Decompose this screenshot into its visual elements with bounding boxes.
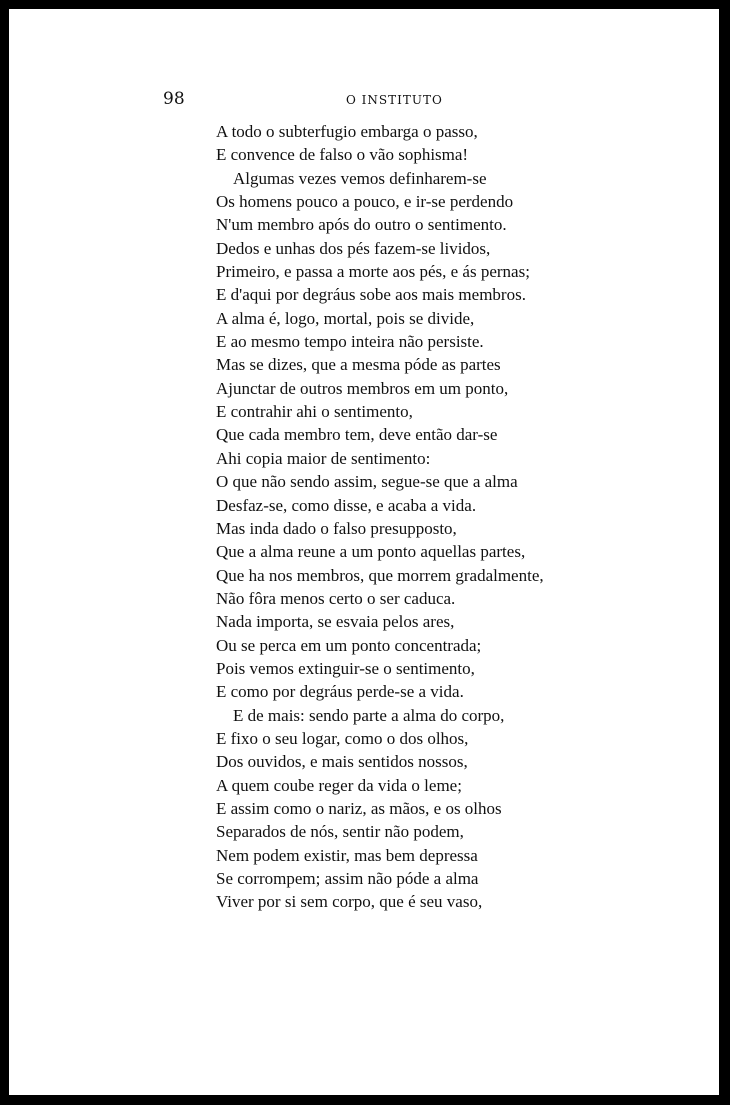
poem-line: Desfaz-se, como disse, e acaba a vida. [216,495,477,515]
poem-line: E d'aqui por degráus sobe aos mais membros. [216,285,526,305]
poem-line: A quem coube reger da vida o leme; [216,775,462,795]
poem-text [216,120,636,914]
book-page [9,9,719,1095]
poem-line: A todo o subterfugio embarga o passo, [216,122,478,141]
poem-line: O que não sendo assim, segue-se que a alma [216,472,518,492]
poem-line: Nada importa, se esvaia pelos ares, [216,612,455,632]
poem-line: Que a alma reune a um ponto aquellas partes, [216,542,526,562]
page-header [9,89,719,113]
poem-line: Que cada membro tem, deve então dar-se [216,425,498,445]
running-title: O INSTITUTO [346,93,443,107]
poem-line: Ou se perca em um ponto concentrada; [216,635,482,655]
poem-line: Primeiro, e passa a morte aos pés, e ás pernas; [216,262,530,282]
poem-line: E convence de falso o vão sophisma! [216,145,469,165]
poem-line: Não fôra menos certo o ser caduca. [216,588,456,608]
poem-line: Algumas vezes vemos definharem-se [233,168,487,188]
poem-line: A alma é, logo, mortal, pois se divide, [216,308,475,328]
poem-line: Separados de nós, sentir não podem, [216,822,464,842]
poem-line: E de mais: sendo parte a alma do corpo, [233,705,505,725]
poem-line: Pois vemos extinguir-se o sentimento, [216,658,475,678]
poem-line: Dedos e unhas dos pés fazem-se lividos, [216,238,491,258]
poem-line: E fixo o seu logar, como o dos olhos, [216,728,469,748]
poem-line: Ajunctar de outros membros em um ponto, [216,378,509,398]
poem-line: Os homens pouco a pouco, e ir-se perdendo [216,192,514,212]
poem-line: E ao mesmo tempo inteira não persiste. [216,332,484,352]
poem-line: N'um membro após do outro o sentimento. [216,215,507,235]
poem-line: Se corrompem; assim não póde a alma [216,869,479,888]
poem-line: Ahi copia maior de sentimento: [216,448,431,468]
poem-line: Viver por si sem corpo, que é seu vaso, [216,892,483,912]
page-number: 98 [163,89,185,109]
poem-line: Mas inda dado o falso presupposto, [216,518,457,538]
poem-line: Nem podem existir, mas bem depressa [216,845,478,865]
poem-line: E contrahir ahi o sentimento, [216,402,413,422]
poem-line: Que ha nos membros, que morrem gradalmente, [216,565,544,585]
poem-line: E assim como o nariz, as mãos, e os olhos [216,798,502,818]
poem-line: Mas se dizes, que a mesma póde as partes [216,355,501,375]
poem-line: E como por degráus perde-se a vida. [216,682,464,702]
poem-line: Dos ouvidos, e mais sentidos nossos, [216,752,468,772]
